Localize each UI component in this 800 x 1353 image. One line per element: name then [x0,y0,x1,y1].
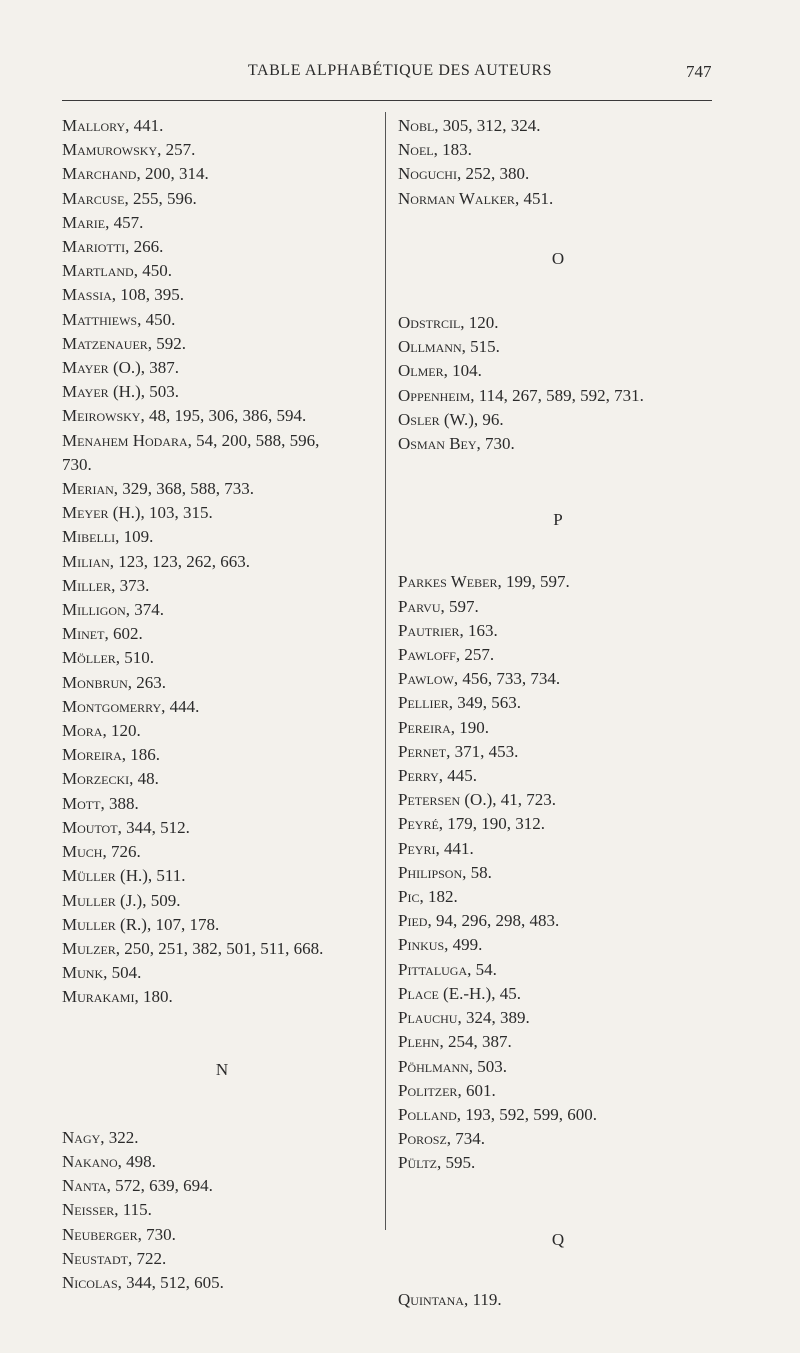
page-references: , 451. [514,188,554,208]
author-entry [398,114,718,138]
author-entry [62,211,382,235]
author-name: Nanta [62,1176,107,1196]
author-entry [398,359,718,383]
author-entry [62,622,382,646]
author-name: Mulzer [62,938,116,958]
author-name: Milligon [62,600,126,620]
author-entry [398,570,718,594]
author-name: Oppenheim [398,385,471,405]
author-name: Möller [62,648,116,668]
page-references: (H.), 103, 315. [108,503,213,523]
author-name: Peyri [398,838,436,858]
author-entry [62,840,382,864]
author-name: Matthiews [62,309,138,329]
author-name: Matzenauer [62,333,148,353]
author-name: Pellier [398,693,449,713]
author-name: Polland [398,1104,457,1124]
author-entry [398,187,718,211]
author-entry [62,719,382,743]
page-references: , 726. [102,842,141,862]
page-references: , 730. [137,1224,176,1244]
author-entry [398,691,718,715]
author-entry [62,671,382,695]
author-entry [398,933,718,957]
author-entry [398,788,718,812]
author-list-n-continued [398,114,718,211]
page-references: , 199, 597. [497,572,570,592]
author-name: Plehn [398,1032,440,1052]
page-references: , 257. [455,645,495,665]
page-references: , 498. [117,1151,156,1171]
author-entry [398,837,718,861]
author-name: Milian [62,551,110,571]
page-references: , 120. [460,313,499,333]
author-entry [398,643,718,667]
author-entry [398,335,718,359]
page-references: , 324, 389. [457,1008,530,1028]
author-list-q [398,1288,718,1312]
page-references: , 450. [133,261,172,281]
page-references: , 48, 195, 306, 386, 594. [140,406,307,426]
page-references: , 344, 512. [117,817,190,837]
author-name: Mora [62,721,103,741]
page-references: , 444. [161,696,200,716]
author-name: Minet [62,624,105,644]
author-name: Menahem Hodara [62,430,188,450]
author-name: Noguchi [398,164,457,184]
page-references: , 503. [468,1056,508,1076]
author-entry [398,982,718,1006]
author-entry [398,764,718,788]
author-entry [398,408,718,432]
author-entry [62,259,382,283]
author-name: Miller [62,575,112,595]
section-letter-o: O [551,248,565,268]
author-name: Pic [398,887,420,907]
author-name: Place [398,983,439,1003]
page-references: , 263. [127,672,167,692]
author-entry [398,885,718,909]
author-entry [62,646,382,670]
author-entry [398,138,718,162]
page-references: , 180. [134,987,173,1007]
page-references: , 58. [462,862,492,882]
author-name: Nagy [62,1127,101,1147]
author-entry [398,1288,718,1312]
page-references: , 515. [461,337,500,357]
author-name: Odstrcil [398,313,461,333]
page-references: , 388. [100,793,139,813]
author-entry [62,743,382,767]
page-references: , 119. [463,1289,502,1309]
section-letter-q: Q [551,1229,565,1249]
page-references: , 441. [125,116,164,135]
page-references: , 349, 563. [448,693,522,713]
page-references: , 450. [137,309,176,329]
page-references: , 115. [114,1200,152,1220]
author-name: Neustadt [62,1248,128,1268]
author-name: Mibelli [62,527,116,547]
author-entry [62,429,382,477]
author-entry [398,716,718,740]
author-name: Martland [62,261,134,281]
author-entry [398,1127,718,1151]
author-name: Marchand [62,164,137,184]
page-references: , 108, 395. [111,285,185,305]
author-name: Mayer [62,358,109,378]
author-name: Moreira [62,745,122,765]
author-entry [62,913,382,937]
author-name: Pawlow [398,669,454,689]
author-entry [62,404,382,428]
author-name: Olmer [398,361,444,381]
author-name: Pittaluga [398,959,468,979]
author-name: Petersen [398,790,461,810]
page-references: , 123, 123, 262, 663. [109,551,251,571]
page-references: (H.), 503. [108,382,180,402]
author-entry [62,550,382,574]
page-references: , 252, 380. [456,164,530,184]
author-name: Philipson [398,862,463,882]
author-name: Murakami [62,987,135,1007]
author-name: Monbrun [62,672,128,692]
page-references: , 179, 190, 312. [438,814,546,834]
author-name: Neuberger [62,1224,138,1244]
left-column [62,114,382,1295]
author-entry [62,501,382,525]
author-entry [62,525,382,549]
page-references: , 255, 596. [124,188,197,208]
author-entry [62,235,382,259]
author-entry [62,187,382,211]
author-name: Noel [398,140,434,160]
author-entry [62,380,382,404]
page-references: , 120. [102,721,141,741]
section-letter-p: P [553,510,563,530]
author-entry [62,1271,382,1295]
page-references: , 250, 251, 382, 501, 511, 668. [115,938,324,958]
page-references: , 104. [443,361,482,381]
author-entry [398,812,718,836]
author-name: Much [62,842,103,862]
page-references: , 200, 314. [136,164,209,184]
page-references: , 109. [115,527,154,547]
author-name: Osler [398,409,440,429]
author-entry [62,114,382,138]
author-name: Massia [62,285,112,305]
author-name: Marcuse [62,188,125,208]
page-references: , 329, 368, 588, 733. [113,479,255,499]
author-entry [62,985,382,1009]
author-name: Pautrier [398,620,460,640]
author-entry [62,1150,382,1174]
author-name: Nakano [62,1151,118,1171]
author-entry [62,477,382,501]
author-entry [62,283,382,307]
author-list-o [398,311,718,456]
author-entry [398,432,718,456]
page-references: (W.), 96. [439,409,504,429]
page-references: , 602. [104,624,143,644]
page-references: , 344, 512, 605. [117,1272,224,1292]
header-rule [62,100,712,101]
author-name: Pawloff [398,645,456,665]
page-references: , 305, 312, 324. [434,116,541,135]
author-list-p [398,570,718,1175]
author-entry [62,1174,382,1198]
author-entry [62,695,382,719]
author-entry [398,1055,718,1079]
author-entry [398,1103,718,1127]
page-references: (O.), 41, 723. [460,790,556,810]
page-references: , 734. [446,1129,486,1149]
page-references: , 373. [111,575,150,595]
page-references: , 730. [476,434,515,454]
page-references: , 266. [125,237,164,257]
page-references: , 441. [435,838,474,858]
author-name: Perry [398,766,439,786]
page-references: , 499. [444,935,483,955]
author-name: Ollmann [398,337,462,357]
author-entry [62,138,382,162]
author-name: Marie [62,212,106,232]
author-entry [62,792,382,816]
page-references: , 182. [419,887,458,907]
author-name: Müller [62,866,116,886]
author-entry [398,1006,718,1030]
page-references: (J.), 509. [115,890,181,910]
author-entry [398,1030,718,1054]
page-references: , 572, 639, 694. [106,1176,213,1196]
page-references: , 510. [115,648,155,668]
author-entry [62,332,382,356]
page-references: , 722. [127,1248,167,1268]
author-entry [398,909,718,933]
author-name: Norman Walker [398,188,515,208]
author-name: Peyré [398,814,439,834]
author-entry [62,864,382,888]
page-references: , 257. [157,140,196,160]
author-entry [398,162,718,186]
author-entry [398,619,718,643]
author-name: Mott [62,793,101,813]
author-name: Mayer [62,382,109,402]
author-name: Pernet [398,741,447,761]
author-name: Parkes Weber [398,572,498,592]
author-entry [62,598,382,622]
author-name: Nicolas [62,1272,118,1292]
author-name: Pinkus [398,935,445,955]
author-name: Merian [62,479,114,499]
author-name: Quintana [398,1289,464,1309]
page-references: , 322. [100,1127,139,1147]
author-entry [62,162,382,186]
page-references: , 48. [129,769,159,789]
author-list-m [62,114,382,1010]
author-entry [398,667,718,691]
author-entry [398,384,718,408]
page-references: , 183. [433,140,472,160]
page-number: 747 [686,62,712,81]
author-name: Munk [62,963,104,983]
page-references: , 592. [147,333,187,353]
right-column [398,114,718,1312]
page-references: , 254, 387. [439,1032,512,1052]
author-name: Politzer [398,1080,458,1100]
page-references: , 114, 267, 589, 592, 731. [470,385,644,405]
author-entry [62,356,382,380]
page-references: (R.), 107, 178. [115,914,220,934]
page-references: , 54. [467,959,497,979]
author-entry [398,861,718,885]
author-entry [62,1198,382,1222]
section-letter-n: N [215,1059,229,1079]
author-name: Pültz [398,1153,438,1173]
page-references: , 186. [121,745,161,765]
author-entry [398,1079,718,1103]
page-references: , 193, 592, 599, 600. [456,1104,598,1124]
author-name: Mariotti [62,237,126,257]
author-entry [62,1223,382,1247]
page-references: , 371, 453. [446,741,519,761]
author-entry [398,1151,718,1175]
author-entry [62,1247,382,1271]
page-references: , 94, 296, 298, 483. [427,911,560,931]
author-name: Moutot [62,817,118,837]
page-references: , 601. [457,1080,496,1100]
author-entry [398,595,718,619]
page-references: , 595. [437,1153,476,1173]
author-entry [62,889,382,913]
page-references: , 504. [103,963,142,983]
author-name: Montgomerry [62,696,162,716]
author-name: Mallory [62,116,126,135]
author-entry [62,767,382,791]
author-name: Neisser [62,1200,115,1220]
page-references: , 445. [438,766,478,786]
page-references: , 190. [450,717,490,737]
author-entry [398,958,718,982]
author-name: Pereira [398,717,451,737]
author-name: Meirowsky [62,406,141,426]
page-references: , 163. [459,620,498,640]
author-list-n [62,1126,382,1295]
column-divider [385,112,386,1230]
author-entry [62,961,382,985]
author-entry [398,740,718,764]
author-entry [62,937,382,961]
author-name: Meyer [62,503,109,523]
author-entry [398,311,718,335]
page-references-continued: 730. [62,454,92,474]
page-title: TABLE ALPHABÉTIQUE DES AUTEURS [247,62,553,79]
page-references: , 597. [440,596,479,616]
author-name: Porosz [398,1129,447,1149]
author-name: Plauchu [398,1008,458,1028]
page-references: , 456, 733, 734. [453,669,561,689]
page-references: , 457. [105,212,144,232]
author-name: Pied [398,911,428,931]
page-references: , 374. [125,600,165,620]
page-references: (O.), 387. [108,358,180,378]
author-name: Pöhlmann [398,1056,469,1076]
author-entry [62,308,382,332]
page-references: (E.-H.), 45. [438,983,521,1003]
page-references: (H.), 511. [115,866,186,886]
author-name: Parvu [398,596,441,616]
author-entry [62,574,382,598]
author-name: Nobl [398,116,435,135]
author-entry [62,816,382,840]
page-references: , 54, 200, 588, 596, [187,430,320,450]
author-name: Muller [62,890,116,910]
author-name: Muller [62,914,116,934]
author-name: Osman Bey [398,434,477,454]
author-entry [62,1126,382,1150]
author-name: Morzecki [62,769,130,789]
author-name: Mamurowsky [62,140,158,160]
